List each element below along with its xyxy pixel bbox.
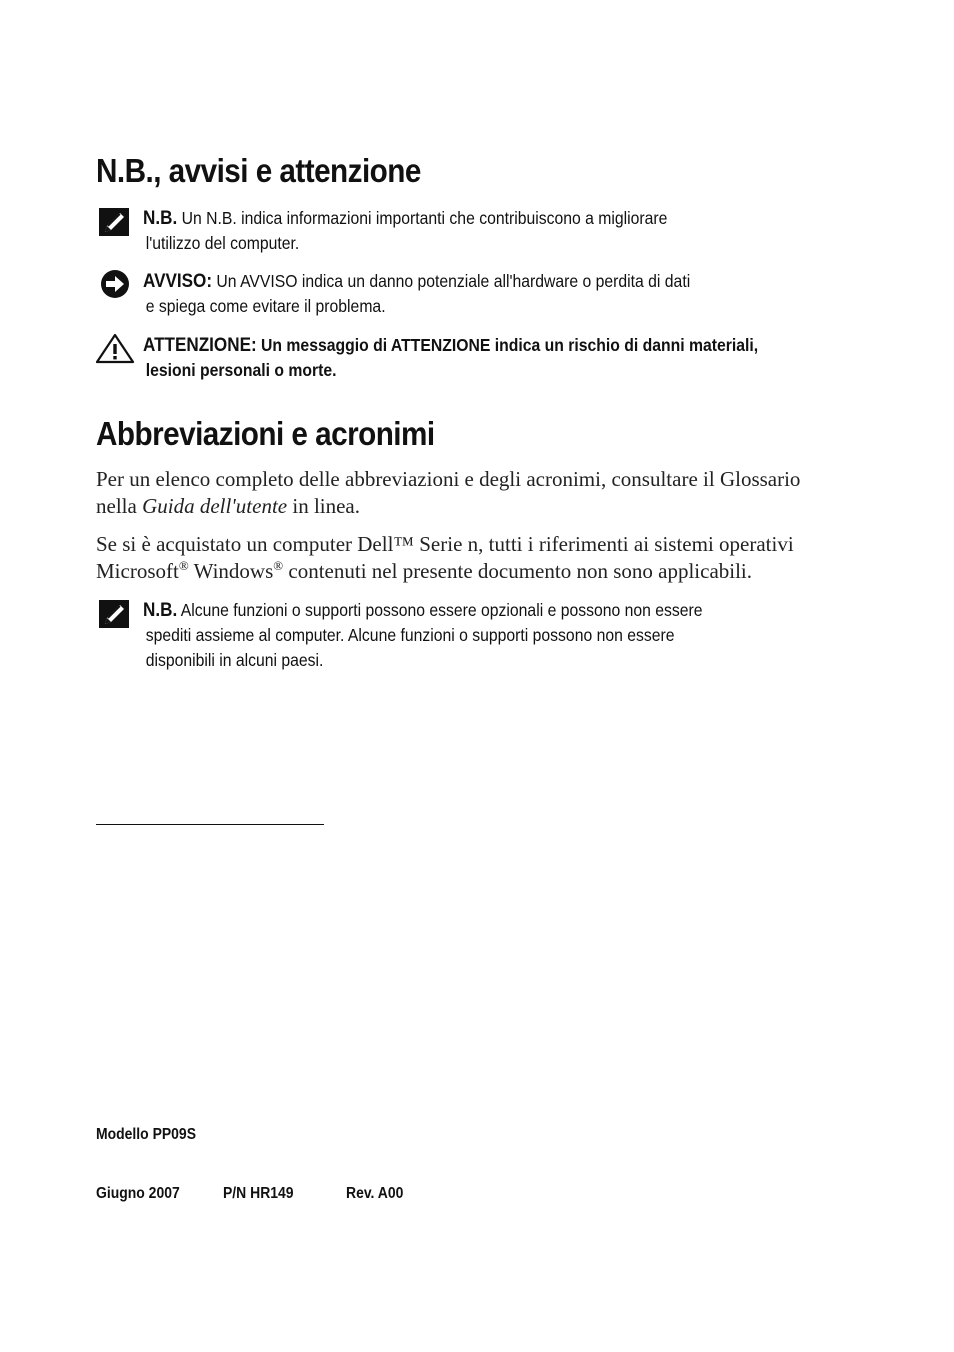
registered-mark-2: ® — [273, 558, 284, 573]
glossary-text-before: Per un elenco completo delle abbreviazioni e degli acronimi, consultare il Glossario nella — [96, 467, 801, 518]
note2-label: N.B. — [143, 600, 178, 621]
note-line2: l'utilizzo del computer. — [145, 233, 300, 253]
notice-line2: e spiega come evitare il problema. — [145, 296, 386, 316]
windows-text-1: Se si è acquistato un computer Dell™ Serie n, tutti i riferimenti ai sistemi operativi Microsoft — [96, 532, 794, 583]
note-label: N.B. — [143, 208, 178, 229]
pencil-note-icon — [96, 598, 132, 634]
footer-divider — [96, 824, 324, 825]
arrow-circle-notice-icon — [96, 269, 132, 305]
note-line1: Un N.B. indica informazioni importanti che contribuiscono a migliorare — [177, 208, 668, 228]
windows-paragraph — [96, 531, 836, 585]
registered-mark-1: ® — [178, 558, 189, 573]
section-title-notes: N.B., avvisi e attenzione — [96, 152, 421, 189]
note2-text — [143, 598, 827, 673]
note2-line3: disponibili in alcuni paesi. — [145, 650, 324, 670]
note-text — [143, 206, 827, 256]
publication-date: Giugno 2007 — [96, 1185, 180, 1202]
pencil-note-icon — [96, 206, 132, 242]
section-title-abbreviations: Abbreviazioni e acronimi — [96, 415, 435, 452]
glossary-text-after: in linea. — [287, 494, 361, 518]
note2-line2: spediti assieme al computer. Alcune funzioni o supporti possono non essere — [145, 625, 675, 645]
caution-label: ATTENZIONE: — [143, 335, 257, 356]
windows-text-2: Windows — [188, 559, 274, 583]
windows-text-3: contenuti nel presente documento non sono applicabili. — [283, 559, 753, 583]
notice-text — [143, 269, 827, 319]
model-number: Modello PP09S — [96, 1126, 197, 1143]
notice-line1: Un AVVISO indica un danno potenziale all'hardware o perdita di dati — [212, 271, 691, 291]
note2-line1: Alcune funzioni o supporti possono essere opzionali e possono non essere — [177, 600, 703, 620]
warning-triangle-icon — [96, 333, 132, 369]
caution-line1: Un messaggio di ATTENZIONE indica un rischio di danni materiali, — [256, 335, 759, 355]
part-number: P/N HR149 — [223, 1185, 294, 1202]
user-guide-title: Guida dell'utente — [142, 494, 288, 518]
glossary-paragraph — [96, 466, 836, 520]
revision: Rev. A00 — [346, 1185, 404, 1202]
notice-label: AVVISO: — [143, 271, 213, 292]
caution-line2: lesioni personali o morte. — [145, 360, 337, 380]
caution-text — [143, 333, 827, 383]
